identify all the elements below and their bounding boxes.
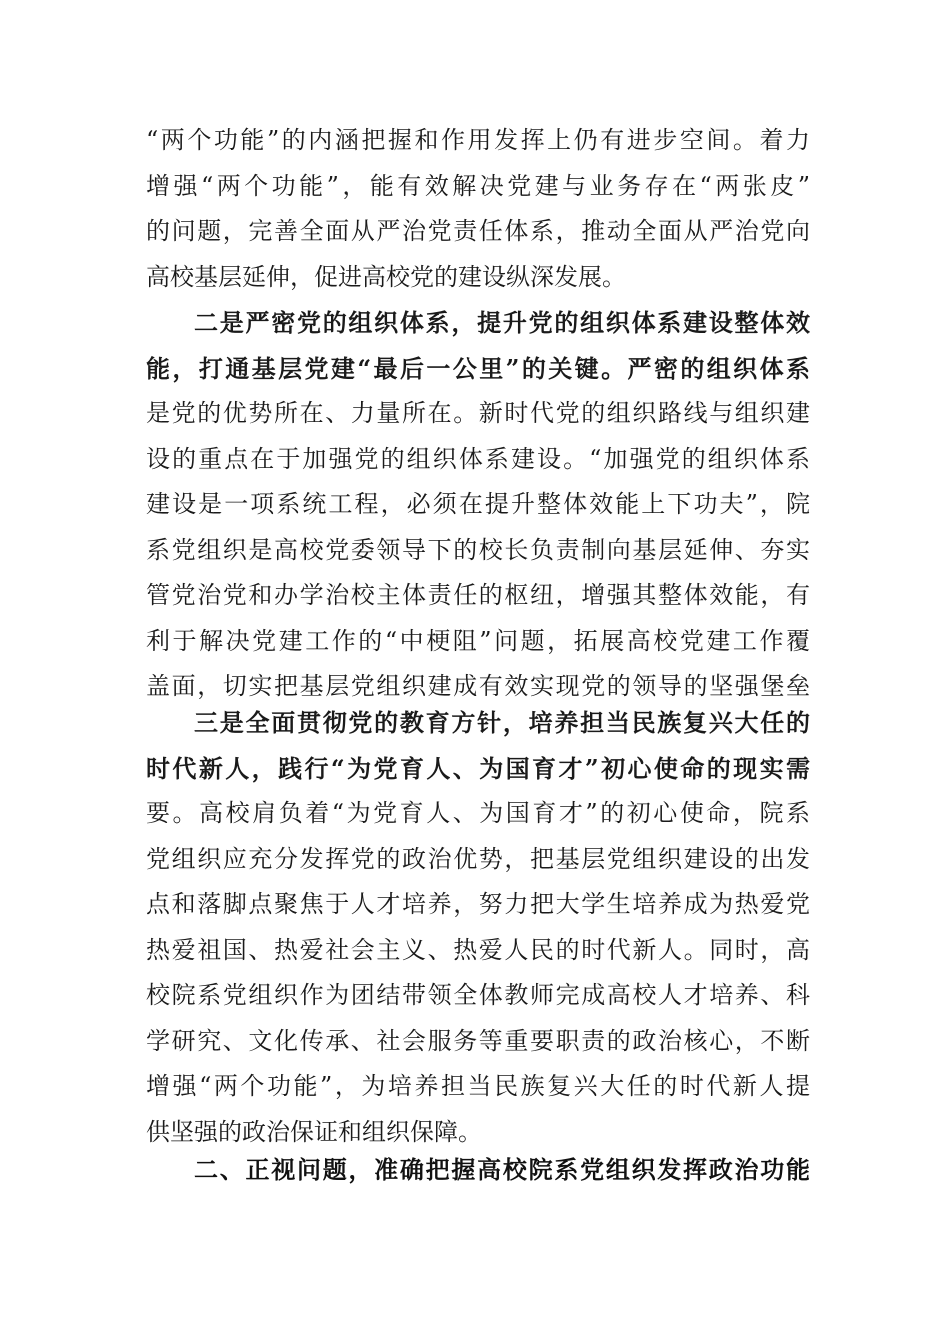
paragraph-line: 是党的优势所在、力量所在。新时代党的组织路线与组织建 [146, 399, 810, 427]
paragraph-line: 管党治党和办学治校主体责任的枢纽，增强其整体效能，有 [146, 581, 810, 609]
paragraph-line: 热爱祖国、热爱社会主义、热爱人民的时代新人。同时，高 [146, 935, 810, 964]
paragraph-3 [146, 700, 810, 1155]
paragraph-line: 校院系党组织作为团结带领全体教师完成高校人才培养、科 [146, 981, 810, 1009]
paragraph-line: 时代新人，践行“为党育人、为国育才”初心使命的现实需 [146, 753, 810, 783]
section-heading: 二、正视问题，准确把握高校院系党组织发挥政治功能 [194, 1156, 810, 1184]
paragraph-line: 学研究、文化传承、社会服务等重要职责的政治核心，不断 [146, 1026, 810, 1055]
paragraph-line: 系党组织是高校党委领导下的校长负责制向基层延伸、夯实 [146, 535, 810, 564]
paragraph-line: 建设是一项系统工程，必须在提升整体效能上下功夫”，院 [146, 490, 810, 518]
paragraph-line: 二是严密党的组织体系，提升党的组织体系建设整体效 [194, 308, 810, 337]
paragraph-line: 增强“两个功能”，为培养担当民族复兴大任的时代新人提 [146, 1072, 810, 1100]
paragraph-line: “两个功能”的内涵把握和作用发挥上仍有进步空间。着力 [146, 126, 810, 154]
paragraph-2 [146, 300, 810, 710]
paragraph-line: 供坚强的政治保证和组织保障。 [146, 1117, 482, 1146]
paragraph-line: 盖面，切实把基层党组织建成有效实现党的领导的坚强堡垒 [146, 672, 810, 700]
paragraph-line: 设的重点在于加强党的组织体系建设。“加强党的组织体系 [146, 444, 810, 473]
paragraph-line: 高校基层延伸，促进高校党的建设纵深发展。 [146, 262, 626, 291]
paragraph-line: 增强“两个功能”，能有效解决党建与业务存在“两张皮” [146, 171, 810, 200]
paragraph-line: 点和落脚点聚焦于人才培养，努力把大学生培养成为热爱党 [146, 890, 810, 918]
paragraph-line: 利于解决党建工作的“中梗阻”问题，拓展高校党建工作覆 [146, 626, 810, 655]
paragraph-line: 能，打通基层党建“最后一公里”的关键。严密的组织体系 [146, 353, 810, 383]
paragraph-line: 要。高校肩负着“为党育人、为国育才”的初心使命，院系 [146, 799, 810, 827]
paragraph-1 [146, 118, 810, 300]
paragraph-line: 三是全面贯彻党的教育方针，培养担当民族复兴大任的 [194, 708, 810, 737]
paragraph-line: 党组织应充分发挥党的政治优势，把基层党组织建设的出发 [146, 844, 810, 873]
paragraph-line: 的问题，完善全面从严治党责任体系，推动全面从严治党向 [146, 217, 810, 245]
